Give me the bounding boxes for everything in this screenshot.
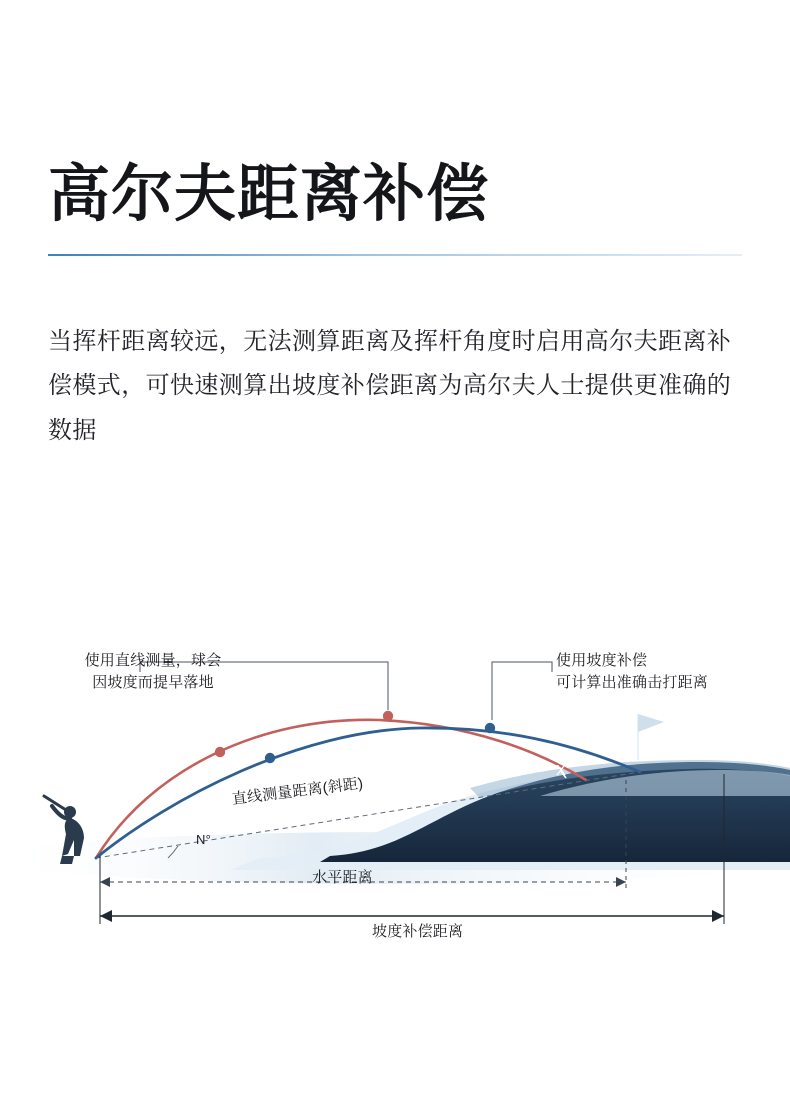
callout-slope-compensation-line2: 可计算出准确击打距离: [556, 673, 709, 691]
intro-paragraph: 当挥杆距离较远，无法测算距离及挥杆角度时启用高尔夫距离补偿模式，可快速测算出坡度补偿距离为高尔夫人士提供更准确的数据: [48, 328, 732, 444]
trajectory-red-dot-2: [383, 711, 393, 721]
callout-slope-compensation-line1: 使用坡度补偿: [556, 652, 648, 669]
label-horizontal-distance: 水平距离: [312, 869, 373, 886]
callout-straight-measure-line1: 使用直线测量，球会: [84, 652, 222, 669]
callout-straight-measure: [48, 650, 258, 694]
golf-compensation-diagram: [0, 620, 790, 1020]
callout-straight-measure-line2: 因坡度而提早落地: [92, 673, 214, 691]
trajectory-blue-dot-1: [265, 753, 275, 763]
label-impact-point: X: [556, 762, 567, 779]
title-divider: [48, 254, 742, 256]
callout-slope-compensation: [556, 650, 776, 694]
horizontal-arrow-left: [100, 877, 110, 887]
compensated-arrow-right: [712, 910, 724, 922]
label-slope-distance: 直线测量距离(斜距): [231, 774, 365, 808]
compensated-arrow-left: [100, 910, 112, 922]
callout-right-leader: [492, 662, 552, 720]
label-compensated-distance: 坡度补偿距离: [372, 923, 464, 940]
trajectory-blue-dot-2: [485, 723, 495, 733]
page-title: 高尔夫距离补偿: [48, 159, 490, 229]
label-angle: N°: [196, 832, 211, 847]
flag-icon: [638, 714, 664, 760]
trajectory-red-dot-1: [215, 747, 225, 757]
